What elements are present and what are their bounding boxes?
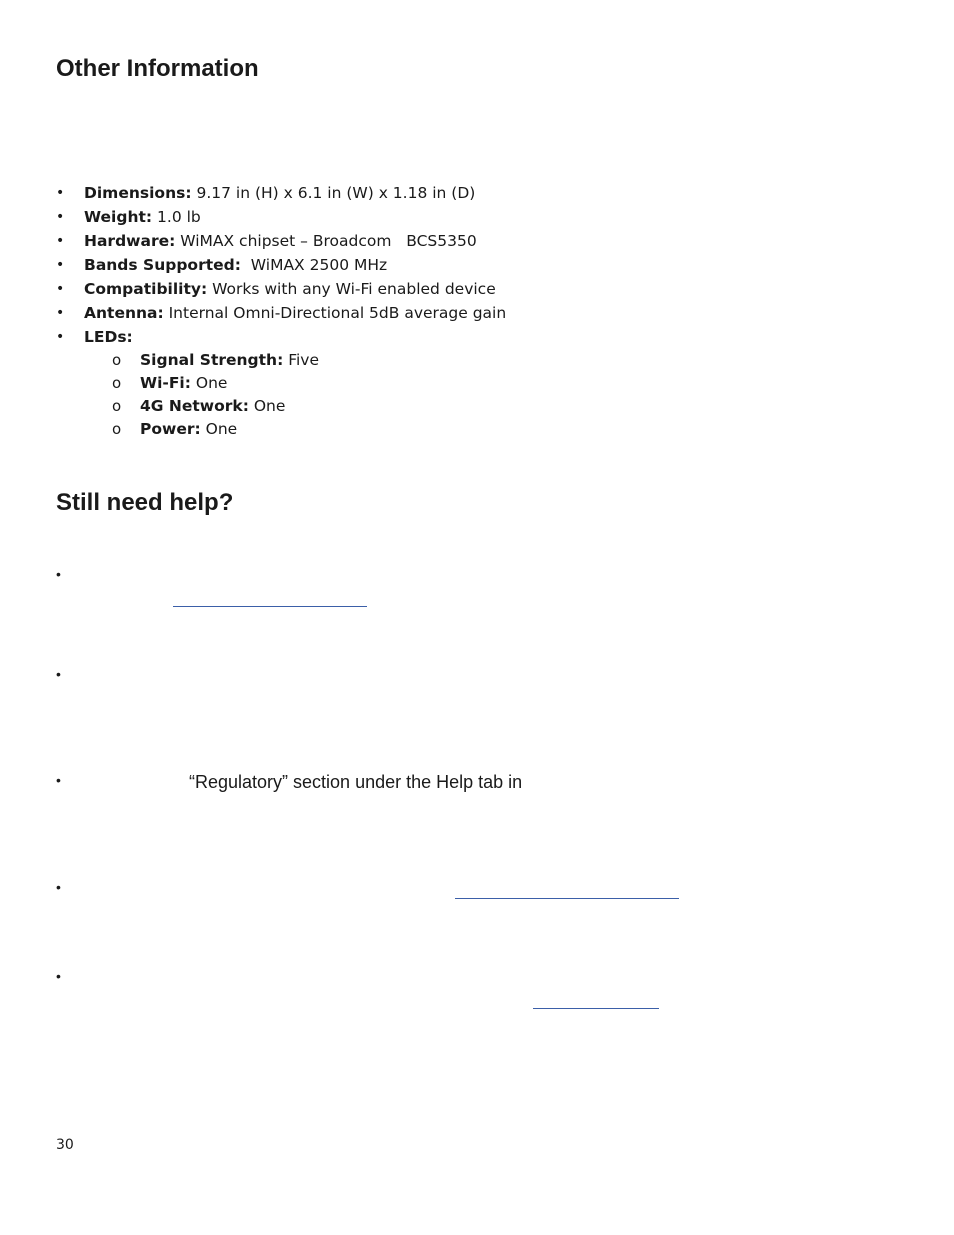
section-title-other-information: Other Information xyxy=(56,55,259,82)
led-value-power: One xyxy=(200,420,238,438)
bullet-icon: • xyxy=(56,257,65,273)
spec-value-compatibility: Works with any Wi-Fi enabled device xyxy=(207,280,496,298)
bullet-icon: • xyxy=(56,281,65,297)
led-value-4g-network: One xyxy=(248,397,286,415)
hyperlink-underline[interactable] xyxy=(533,1008,659,1009)
list-item xyxy=(56,229,506,253)
list-item xyxy=(56,301,506,325)
led-value-signal-strength: Five xyxy=(283,351,320,369)
led-label-power: Power: xyxy=(140,420,201,438)
list-item xyxy=(84,418,506,441)
list-item xyxy=(56,277,506,301)
spec-label-leds: LEDs: xyxy=(84,328,133,346)
bullet-icon: • xyxy=(56,666,61,682)
spec-label-dimensions: Dimensions: xyxy=(84,184,192,202)
led-label-wifi: Wi-Fi: xyxy=(140,374,191,392)
bullet-icon: • xyxy=(56,209,65,225)
spec-label-hardware: Hardware: xyxy=(84,232,176,250)
list-item xyxy=(56,181,506,205)
circle-bullet-icon: o xyxy=(112,397,122,415)
page-number: 30 xyxy=(56,1137,74,1153)
led-label-4g-network: 4G Network: xyxy=(140,397,249,415)
spec-label-compatibility: Compatibility: xyxy=(84,280,208,298)
led-value-wifi: One xyxy=(190,374,228,392)
bullet-icon: • xyxy=(56,233,65,249)
hyperlink-underline[interactable] xyxy=(455,898,679,899)
section-title-still-need-help: Still need help? xyxy=(56,489,234,516)
bullet-icon: • xyxy=(56,185,65,201)
spec-label-bands: Bands Supported: xyxy=(84,256,241,274)
circle-bullet-icon: o xyxy=(112,420,122,438)
circle-bullet-icon: o xyxy=(112,351,122,369)
bullet-icon: • xyxy=(56,329,65,345)
spec-value-hardware: WiMAX chipset – Broadcom BCS5350 xyxy=(175,232,477,250)
spec-value-dimensions: 9.17 in (H) x 6.1 in (W) x 1.18 in (D) xyxy=(191,184,476,202)
specifications-list xyxy=(56,181,506,441)
bullet-icon: • xyxy=(56,968,61,984)
bullet-icon: • xyxy=(56,772,61,788)
circle-bullet-icon: o xyxy=(112,374,122,392)
bullet-icon: • xyxy=(56,879,61,895)
list-item xyxy=(56,253,506,277)
led-label-signal-strength: Signal Strength: xyxy=(140,351,284,369)
list-item xyxy=(56,325,506,441)
spec-label-antenna: Antenna: xyxy=(84,304,164,322)
bullet-icon: • xyxy=(56,305,65,321)
list-item xyxy=(56,205,506,229)
spec-value-antenna: Internal Omni-Directional 5dB average gain xyxy=(163,304,507,322)
list-item xyxy=(84,372,506,395)
bullet-icon: • xyxy=(56,566,61,582)
list-item xyxy=(84,349,506,372)
spec-value-bands: WiMAX 2500 MHz xyxy=(240,256,388,274)
spec-label-weight: Weight: xyxy=(84,208,153,226)
spec-value-weight: 1.0 lb xyxy=(152,208,201,226)
regulatory-help-text: “Regulatory” section under the Help tab in xyxy=(189,772,523,792)
leds-sublist xyxy=(84,349,506,441)
hyperlink-underline[interactable] xyxy=(173,606,367,607)
list-item xyxy=(84,395,506,418)
